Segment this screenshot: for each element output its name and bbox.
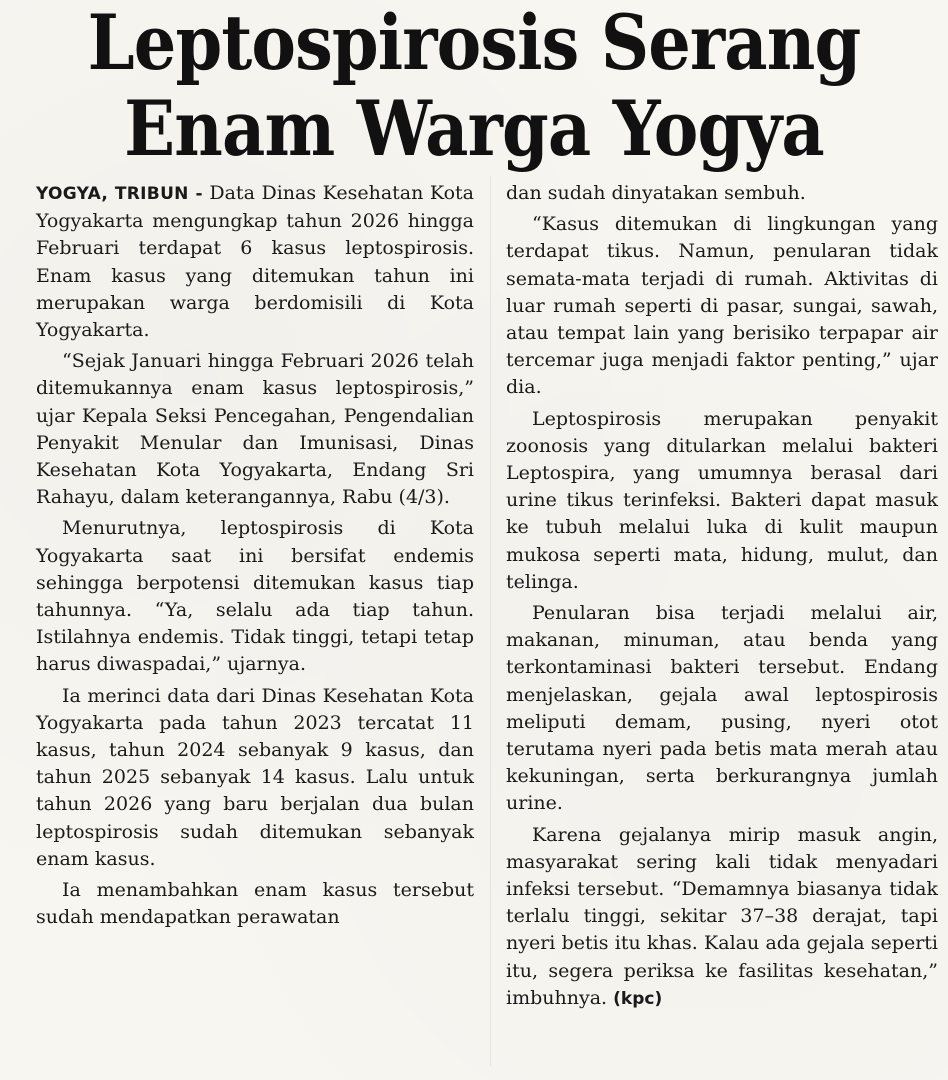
article-column-left xyxy=(36,180,474,935)
lead-text: Data Dinas Kesehatan Kota Yogyakarta mengungkap tahun 2026 hingga Februari terdapat 6 kasus leptospirosis. Enam kasus yang ditemukan tahun ini merupakan warga berdomisili di Kota Yogyakarta. xyxy=(36,182,474,342)
paragraph-transmission-place: “Kasus ditemukan di lingkungan yang terdapat tikus. Namun, penularan tidak semata-mata terjadi di rumah. Aktivitas di luar rumah seperti di pasar, sungai, sawah, atau tempat lain yang berisiko terpapar air tercemar juga menjadi faktor penting,” ujar dia. xyxy=(506,213,938,399)
paragraph-case-data: Ia merinci data dari Dinas Kesehatan Kota Yogyakarta pada tahun 2023 tercatat 11 kasus, tahun 2024 sebanyak 9 kasus, dan tahun 2025 sebanyak 14 kasus. Lalu untuk tahun 2026 yang baru berjalan dua bulan leptospirosis sudah ditemukan sebanyak enam kasus. xyxy=(36,684,474,870)
source-credit: (kpc) xyxy=(613,988,663,1009)
dateline: YOGYA, TRIBUN - xyxy=(36,184,203,204)
paragraph-quote-endang: “Sejak Januari hingga Februari 2026 telah ditemukannya enam kasus leptospirosis,” ujar Kepala Seksi Pencegahan, Pengendalian Penyakit Menular dan Imunisasi, Dinas Kesehatan Kota Yogyakarta, Endang Sri Rahayu, dalam keterangannya, Rabu (4/3). xyxy=(36,350,474,509)
paragraph-fever xyxy=(506,822,938,1013)
column-gutter xyxy=(490,176,491,1066)
paragraph-endemic: Menurutnya, leptospirosis di Kota Yogyakarta saat ini bersifat endemis sehingga berpotensi ditemukan kasus tiap tahunnya. “Ya, selalu ada tiap tahun. Istilahnya endemis. Tidak tinggi, tetapi tetap harus diwaspadai,” ujarnya. xyxy=(36,517,474,676)
paragraph-lead xyxy=(36,180,474,344)
article-column-right xyxy=(506,180,938,1017)
headline-line-2: Enam Warga Yogya xyxy=(124,84,824,173)
paragraph-treatment: Ia menambahkan enam kasus tersebut sudah mendapatkan perawatan xyxy=(36,879,474,929)
headline-line-1: Leptospirosis Serang xyxy=(87,0,861,87)
paragraph-treatment-continued: dan sudah dinyatakan sembuh. xyxy=(506,182,806,204)
article-headline xyxy=(57,0,891,172)
fever-text: Karena gejalanya mirip masuk angin, masyarakat sering kali tidak menyadari infeksi tersebut. “Demamnya biasanya tidak terlalu tinggi, sekitar 37–38 derajat, tapi nyeri betis itu khas. Kalau ada gejala seperti itu, segera periksa ke fasilitas kesehatan,” imbuhnya. xyxy=(506,823,938,1009)
paragraph-zoonosis: Leptospirosis merupakan penyakit zoonosis yang ditularkan melalui bakteri Leptospira, yang umumnya berasal dari urine tikus terinfeksi. Bakteri dapat masuk ke tubuh melalui luka di kulit maupun mukosa seperti mata, hidung, mulut, dan telinga. xyxy=(506,407,938,593)
paragraph-symptoms: Penularan bisa terjadi melalui air, makanan, minuman, atau benda yang terkontaminasi bakteri tersebut. Endang menjelaskan, gejala awal leptospirosis meliputi demam, pusing, nyeri otot terutama nyeri pada betis mata merah atau kekuningan, serta berkurangnya jumlah urine. xyxy=(506,602,938,815)
